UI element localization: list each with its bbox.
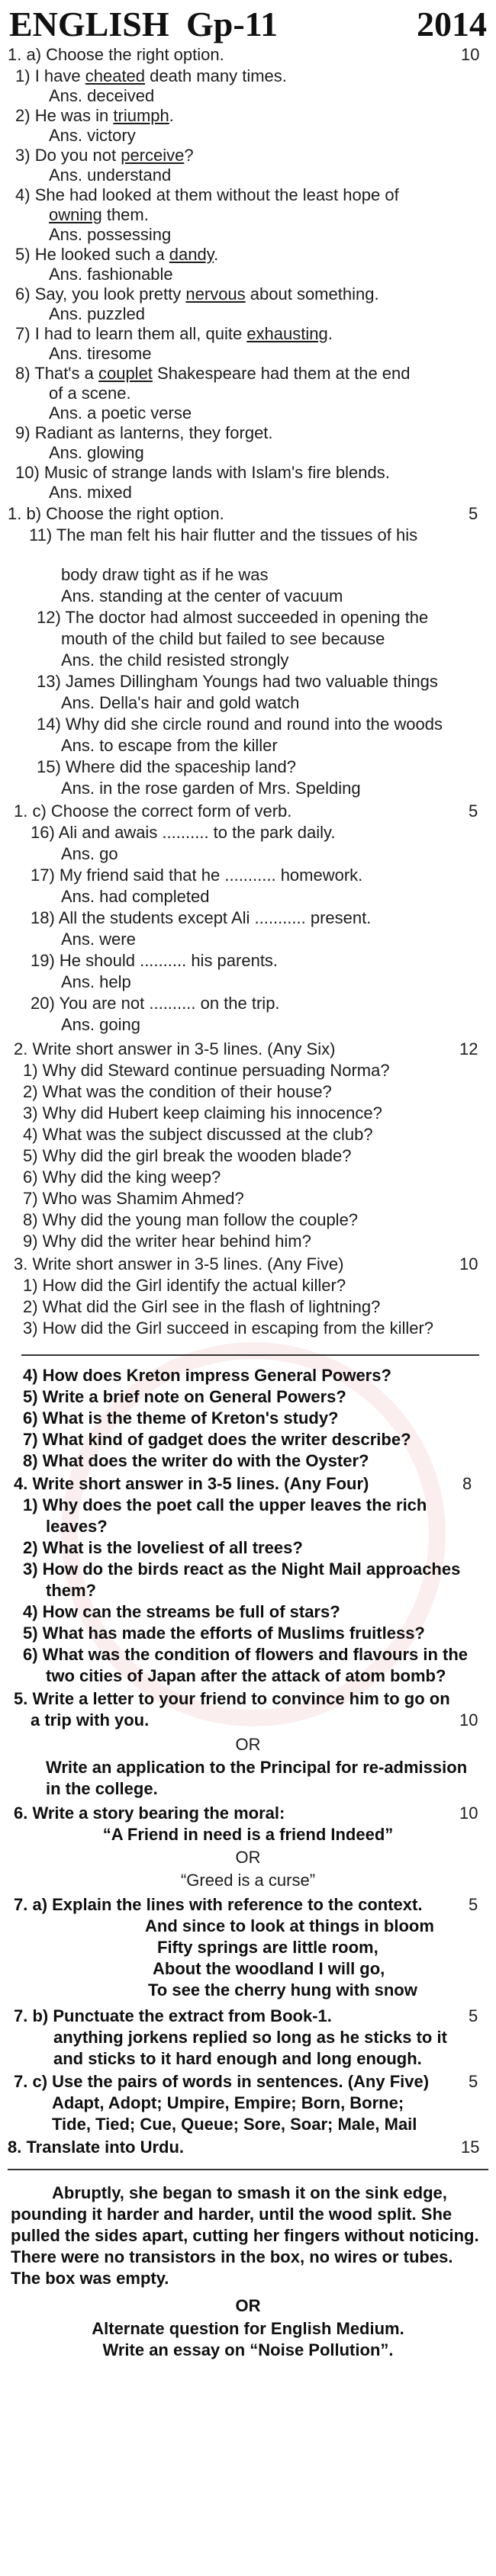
q3-question: 6) What is the theme of Kreton's study? [23, 1408, 339, 1428]
q1a-answer-5: Ans. fashionable [49, 265, 173, 284]
q1b-answer: Ans. standing at the center of vacuum [61, 586, 343, 605]
q2-question: 3) Why did Hubert keep claiming his innocence? [23, 1103, 382, 1123]
item-number: 2) [15, 106, 31, 125]
item-text: Radiant as lanterns, they forget. [34, 423, 273, 442]
q1c-answer: Ans. help [61, 972, 131, 991]
group-label: Gp-11 [186, 5, 279, 43]
item-underlined: perceive [121, 146, 185, 165]
q1b-line: 14) Why did she circle round and round into the woods [37, 715, 443, 734]
q7a-poem-line: And since to look at things in bloom [145, 1916, 434, 1935]
q8-passage: pulled the sides apart, cutting her fingers without noticing. [11, 2226, 479, 2245]
q1a-title: 1. a) Choose the right option. [8, 45, 224, 64]
q1a-item-8-cont: of a scene. [49, 384, 131, 403]
q2-question: 8) Why did the young man follow the couple? [23, 1210, 359, 1229]
q7c-marks: 5 [469, 2072, 478, 2091]
q3-question: 2) What did the Girl see in the flash of lightning? [23, 1297, 381, 1316]
q2-question: 2) What was the condition of their house? [23, 1082, 332, 1101]
q1a-answer-10: Ans. mixed [49, 483, 132, 502]
q1a-item-4-cont [49, 204, 496, 226]
q1a-answer-4: Ans. possessing [49, 225, 172, 244]
q8-essay: Write an essay on “Noise Pollution”. [102, 2340, 394, 2359]
q1a-item-6 [15, 284, 496, 305]
q1b-marks: 5 [469, 504, 478, 523]
item-number: 7) [15, 324, 31, 343]
q4-marks: 8 [462, 1474, 472, 1493]
q6-title: 6. Write a story bearing the moral: [14, 1804, 285, 1823]
q5-title-cont: a trip with you. [31, 1710, 150, 1730]
q2-question: 9) Why did the writer hear behind him? [23, 1232, 311, 1251]
item-text-end: Shakespeare had them at the end [152, 364, 411, 383]
q1a-item-9 [15, 422, 496, 444]
item-text: He looked such a [34, 245, 169, 264]
q1c-line: 19) He should .......... his parents. [31, 951, 279, 970]
q1b-answer: Ans. the child resisted strongly [61, 650, 289, 670]
q7a-poem-line: Fifty springs are little room, [157, 1938, 378, 1957]
q1a-item-1 [15, 66, 496, 87]
q2-marks: 12 [459, 1039, 478, 1058]
q6-moral-1: “A Friend in need is a friend Indeed” [102, 1825, 394, 1844]
q3-question: 7) What kind of gadget does the writer describe? [23, 1430, 411, 1449]
item-underlined: nervous [185, 284, 246, 304]
item-text: That's a [34, 364, 98, 383]
item-text-end: . [327, 324, 333, 343]
q1a-item-8 [15, 363, 496, 384]
q7c-words: Adapt, Adopt; Umpire, Empire; Born, Borne; [52, 2093, 404, 2112]
q1a-answer-3: Ans. understand [49, 165, 172, 185]
item-underlined: exhausting [246, 324, 328, 343]
q2-question: 5) Why did the girl break the wooden blade? [23, 1146, 352, 1165]
item-number: 6) [15, 284, 31, 304]
section-divider [21, 1354, 479, 1356]
q1c-marks: 5 [469, 801, 478, 821]
item-number: 1) [15, 66, 31, 85]
q1a-answer-2: Ans. victory [49, 126, 136, 145]
q2-question: 4) What was the subject discussed at the club? [23, 1125, 373, 1144]
q1c-line: 20) You are not .......... on the trip. [31, 994, 280, 1013]
q2-title: 2. Write short answer in 3-5 lines. (Any Six) [14, 1039, 336, 1058]
item-underlined: dandy [169, 245, 214, 264]
q1c-answer: Ans. had completed [61, 887, 210, 906]
q1b-title: 1. b) Choose the right option. [8, 504, 224, 523]
item-number: 10) [15, 463, 40, 482]
item-text-end: . [214, 245, 219, 264]
q8-passage: pounding it harder and harder, until the wood split. She [11, 2205, 453, 2224]
q4-question: 2) What is the loveliest of all trees? [23, 1538, 303, 1557]
q5-title: 5. Write a letter to your friend to convince him to go on [14, 1689, 450, 1708]
q6-moral-2: “Greed is a curse” [180, 1871, 316, 1890]
paper-header [9, 3, 487, 46]
q7c-title: 7. c) Use the pairs of words in sentences. (Any Five) [14, 2072, 430, 2091]
q3-question: 5) Write a brief note on General Powers? [23, 1387, 346, 1406]
q3-title: 3. Write short answer in 3-5 lines. (Any Five) [14, 1254, 344, 1274]
q8-passage: The box was empty. [11, 2269, 169, 2288]
q5-alternative-cont: in the college. [46, 1779, 158, 1798]
q1b-line: 15) Where did the spaceship land? [37, 757, 296, 776]
q5-alternative: Write an application to the Principal for re-admission [46, 1758, 468, 1777]
q8-passage: There were no transistors in the box, no wires or tubes. [11, 2247, 453, 2266]
q7c-words: Tide, Tied; Cue, Queue; Sore, Soar; Male, Mail [52, 2115, 417, 2134]
section-divider [8, 2169, 488, 2170]
q3-question: 1) How did the Girl identify the actual killer? [23, 1276, 346, 1295]
q1a-answer-9: Ans. glowing [49, 443, 144, 462]
q3-question: 8) What does the writer do with the Oyster? [23, 1451, 369, 1470]
q1b-answer: Ans. Della's hair and gold watch [61, 693, 300, 712]
q1a-answer-1: Ans. deceived [49, 86, 155, 105]
q1a-marks: 10 [461, 45, 480, 64]
q1a-item-4 [15, 185, 496, 206]
q4-question: 1) Why does the poet call the upper leaves the rich [23, 1495, 427, 1514]
item-underlined: couplet [98, 364, 153, 383]
q3-marks: 10 [459, 1254, 478, 1274]
q8-title: 8. Translate into Urdu. [8, 2138, 185, 2157]
q7a-poem-line: To see the cherry hung with snow [148, 1980, 417, 1999]
q2-question: 1) Why did Steward continue persuading Norma? [23, 1061, 390, 1080]
q8-marks: 15 [461, 2138, 480, 2157]
q6-marks: 10 [459, 1804, 478, 1823]
q1b-line: 13) James Dillingham Youngs had two valuable things [37, 672, 438, 691]
q1b-answer: Ans. to escape from the killer [61, 736, 278, 755]
q1a-item-10 [15, 462, 496, 483]
q1c-answer: Ans. go [61, 844, 118, 863]
item-number: 3) [15, 146, 31, 165]
q7a-marks: 5 [469, 1895, 478, 1914]
q1c-line: 17) My friend said that he ........... homework. [31, 866, 363, 885]
q1c-title: 1. c) Choose the correct form of verb. [14, 801, 292, 821]
q2-question: 6) Why did the king weep? [23, 1168, 221, 1187]
q1a-answer-8: Ans. a poetic verse [49, 403, 192, 422]
q8-or: OR [235, 2296, 261, 2315]
q1c-answer: Ans. were [61, 930, 136, 949]
item-text-end: ? [184, 146, 194, 165]
q7b-title: 7. b) Punctuate the extract from Book-1. [14, 2006, 332, 2025]
item-text: Music of strange lands with Islam's fire blends. [43, 463, 390, 482]
item-number: 4) [15, 185, 31, 204]
q7b-marks: 5 [469, 2006, 478, 2025]
q1a-item-3 [15, 145, 496, 166]
q7a-title: 7. a) Explain the lines with reference to the context. [14, 1895, 423, 1914]
q1b-line: body draw tight as if he was [61, 565, 269, 584]
q4-question: 5) What has made the efforts of Muslims fruitless? [23, 1624, 425, 1643]
item-text-end: them. [101, 205, 149, 224]
item-underlined: owning [49, 205, 102, 224]
item-number: 5) [15, 245, 31, 264]
q8-alternative: Alternate question for English Medium. [92, 2319, 404, 2338]
q1a-answer-7: Ans. tiresome [49, 344, 152, 363]
q3-question: 3) How did the Girl succeed in escaping from the killer? [23, 1319, 434, 1338]
q1c-line: 18) All the students except Ali ........... present. [31, 908, 372, 927]
q7b-extract: and sticks to it hard enough and long enough. [53, 2049, 422, 2068]
q2-question: 7) Who was Shamim Ahmed? [23, 1189, 244, 1208]
q1c-line: 16) Ali and awais .......... to the park daily. [31, 823, 336, 842]
item-underlined: triumph [113, 106, 169, 125]
q1a-item-7 [15, 323, 496, 345]
item-text: Say, you look pretty [34, 284, 186, 304]
q4-title: 4. Write short answer in 3-5 lines. (Any Four) [14, 1474, 369, 1493]
item-text-end: . [169, 106, 174, 125]
q5-marks: 10 [459, 1710, 478, 1730]
q4-question: 3) How do the birds react as the Night Mail approaches [23, 1559, 461, 1579]
item-text: Do you not [34, 146, 121, 165]
q5-or: OR [235, 1735, 261, 1754]
q4-question-cont: leaves? [46, 1517, 108, 1536]
q7a-poem-line: About the woodland I will go, [153, 1959, 385, 1978]
item-text: I have [34, 66, 85, 85]
item-text: He was in [34, 106, 114, 125]
q7b-extract: anything jorkens replied so long as he sticks to it [53, 2028, 447, 2047]
q1b-line: 11) The man felt his hair flutter and the tissues of his [29, 525, 418, 544]
item-number: 8) [15, 364, 31, 383]
q3-question: 4) How does Kreton impress General Powers? [23, 1366, 391, 1385]
item-text-end: about something. [245, 284, 379, 304]
q6-or: OR [235, 1848, 261, 1867]
year-label: 2014 [417, 5, 487, 43]
item-text: I had to learn them all, quite [34, 324, 247, 343]
q8-passage: Abruptly, she began to smash it on the sink edge, [52, 2183, 447, 2202]
q4-question: 4) How can the streams be full of stars? [23, 1602, 340, 1621]
q1b-line: 12) The doctor had almost succeeded in opening the [37, 608, 429, 627]
item-text-end: death many times. [145, 66, 287, 85]
item-text: She had looked at them without the least hope of [34, 185, 399, 204]
q1a-item-2 [15, 105, 496, 127]
q1a-answer-6: Ans. puzzled [49, 304, 145, 323]
q4-question-cont: them? [46, 1581, 96, 1600]
q1c-answer: Ans. going [61, 1015, 140, 1034]
q4-question: 6) What was the condition of flowers and flavours in the [23, 1645, 469, 1664]
q1b-answer: Ans. in the rose garden of Mrs. Spelding [61, 779, 361, 798]
subject-title: ENGLISH [9, 5, 169, 43]
q1b-line: mouth of the child but failed to see because [61, 629, 385, 648]
q1a-item-5 [15, 244, 496, 265]
item-underlined: cheated [85, 66, 146, 85]
q4-question-cont: two cities of Japan after the attack of atom bomb? [46, 1666, 446, 1685]
item-number: 9) [15, 423, 31, 442]
